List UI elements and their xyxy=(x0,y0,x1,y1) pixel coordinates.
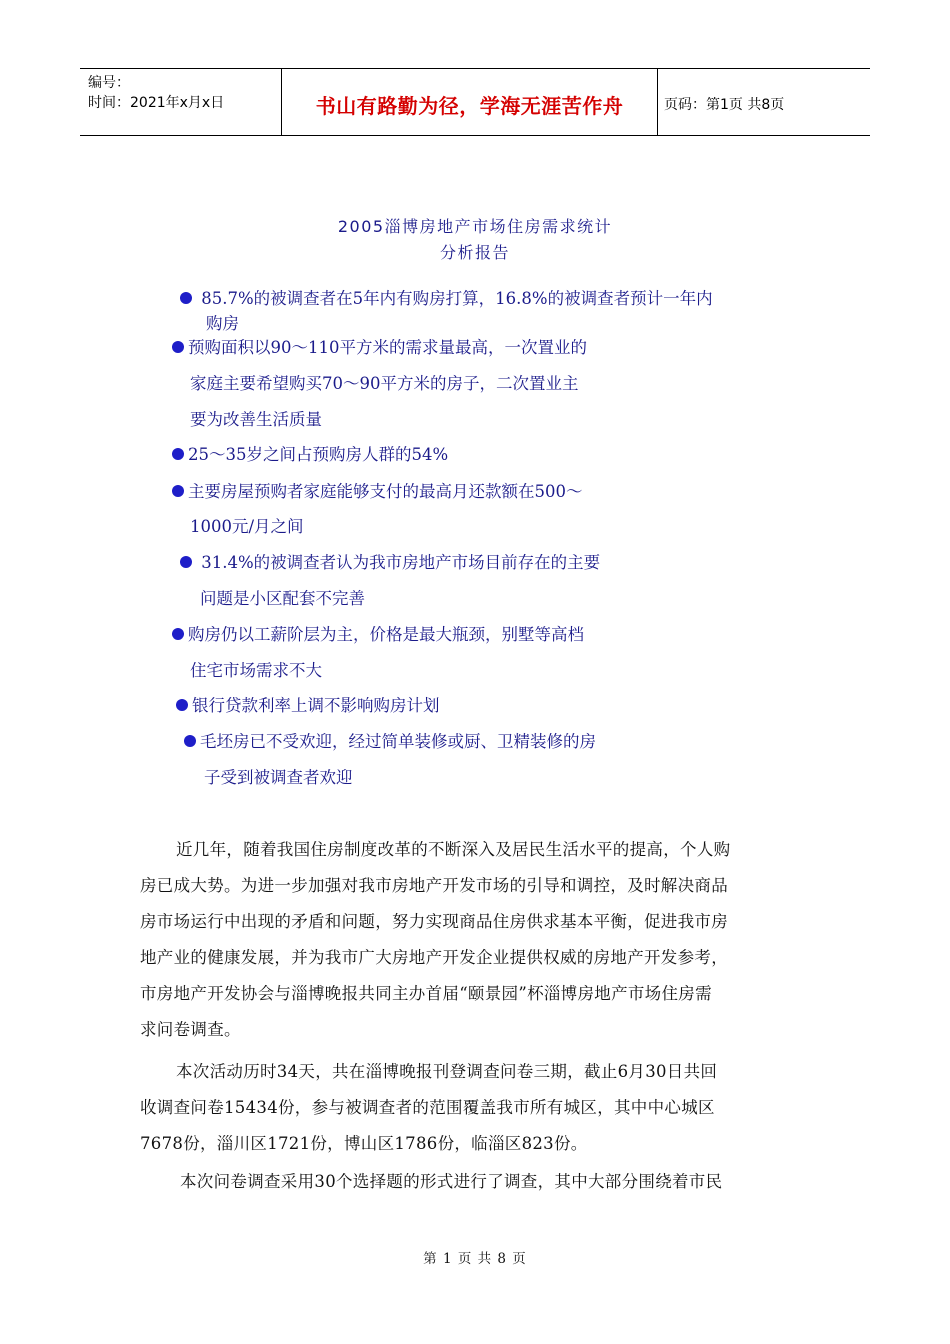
bullet-text: 购房仍以工薪阶层为主，价格是最大瓶颈，别墅等高档 xyxy=(188,625,584,644)
bullet-text: 银行贷款利率上调不影响购房计划 xyxy=(192,696,440,715)
bullet-continuation: 1000元/月之间 xyxy=(190,517,304,536)
bullet-continuation: 要为改善生活质量 xyxy=(190,410,322,429)
bullet-item xyxy=(184,731,596,753)
header-number-label: 编号： xyxy=(88,75,130,91)
bullet-dot-icon xyxy=(180,556,192,568)
bullet-item xyxy=(172,337,587,359)
body-line: 房市场运行中出现的矛盾和问题，努力实现商品住房供求基本平衡，促进我市房 xyxy=(140,912,728,931)
bullet-dot-icon xyxy=(172,448,184,460)
bullet-item xyxy=(172,481,583,503)
body-line: 地产业的健康发展，并为我市广大房地产开发企业提供权威的房地产开发参考， xyxy=(140,948,728,967)
body-line: 市房地产开发协会与淄博晚报共同主办首届“颐景园”杯淄博房地产市场住房需 xyxy=(140,984,712,1003)
bullet-dot-icon xyxy=(172,485,184,497)
bullet-item xyxy=(180,552,600,574)
bullet-text: 主要房屋预购者家庭能够支付的最高月还款额在500～ xyxy=(188,482,583,501)
bullet-dot-icon xyxy=(172,628,184,640)
bullet-item xyxy=(176,695,440,717)
header-motto: 书山有路勤为径，学海无涯苦作舟 xyxy=(282,69,658,135)
bullet-dot-icon xyxy=(184,735,196,747)
body-line: 求问卷调查。 xyxy=(140,1020,241,1039)
body-line: 本次活动历时34天，共在淄博晚报刊登调查问卷三期，截止6月30日共回 xyxy=(176,1062,718,1081)
body-line: 收调查问卷15434份，参与被调查者的范围覆盖我市所有城区，其中中心城区 xyxy=(140,1098,715,1117)
bullet-item xyxy=(180,288,713,310)
bullet-continuation: 住宅市场需求不大 xyxy=(190,661,322,680)
body-line: 本次问卷调查采用30个选择题的形式进行了调查，其中大部分围绕着市民 xyxy=(180,1172,723,1191)
bullet-continuation: 子受到被调查者欢迎 xyxy=(204,768,353,787)
bullet-dot-icon xyxy=(172,341,184,353)
bullet-continuation: 购房 xyxy=(206,314,239,333)
bullet-item xyxy=(172,624,584,646)
header-page-label: 页码：第1页 共8页 xyxy=(664,97,785,113)
bullet-dot-icon xyxy=(176,699,188,711)
bullet-text: 毛坯房已不受欢迎，经过简单装修或厨、卫精装修的房 xyxy=(200,732,596,751)
report-title-line-1: 2005淄博房地产市场住房需求统计 xyxy=(337,217,613,236)
document-header xyxy=(80,68,870,136)
bullet-text: 25～35岁之间占预购房人群的54% xyxy=(188,445,449,464)
body-line: 近几年，随着我国住房制度改革的不断深入及居民生活水平的提高，个人购 xyxy=(176,840,731,859)
body-line: 7678份，淄川区1721份，博山区1786份，临淄区823份。 xyxy=(140,1134,588,1153)
bullet-continuation: 家庭主要希望购买70～90平方米的房子，二次置业主 xyxy=(190,374,579,393)
bullet-item xyxy=(172,444,448,466)
header-time-label: 时间：2021年x月x日 xyxy=(88,95,225,111)
bullet-dot-icon xyxy=(180,292,192,304)
body-line: 房已成大势。为进一步加强对我市房地产开发市场的引导和调控，及时解决商品 xyxy=(140,876,728,895)
bullet-continuation: 问题是小区配套不完善 xyxy=(200,589,365,608)
page-footer: 第 1 页 共 8 页 xyxy=(423,1251,527,1267)
report-title-line-2: 分析报告 xyxy=(439,243,510,262)
bullet-text: 85.7%的被调查者在5年内有购房打算，16.8%的被调查者预计一年内 xyxy=(201,289,713,308)
bullet-text: 预购面积以90～110平方米的需求量最高，一次置业的 xyxy=(188,338,587,357)
header-meta xyxy=(80,69,282,135)
bullet-text: 31.4%的被调查者认为我市房地产市场目前存在的主要 xyxy=(201,553,601,572)
